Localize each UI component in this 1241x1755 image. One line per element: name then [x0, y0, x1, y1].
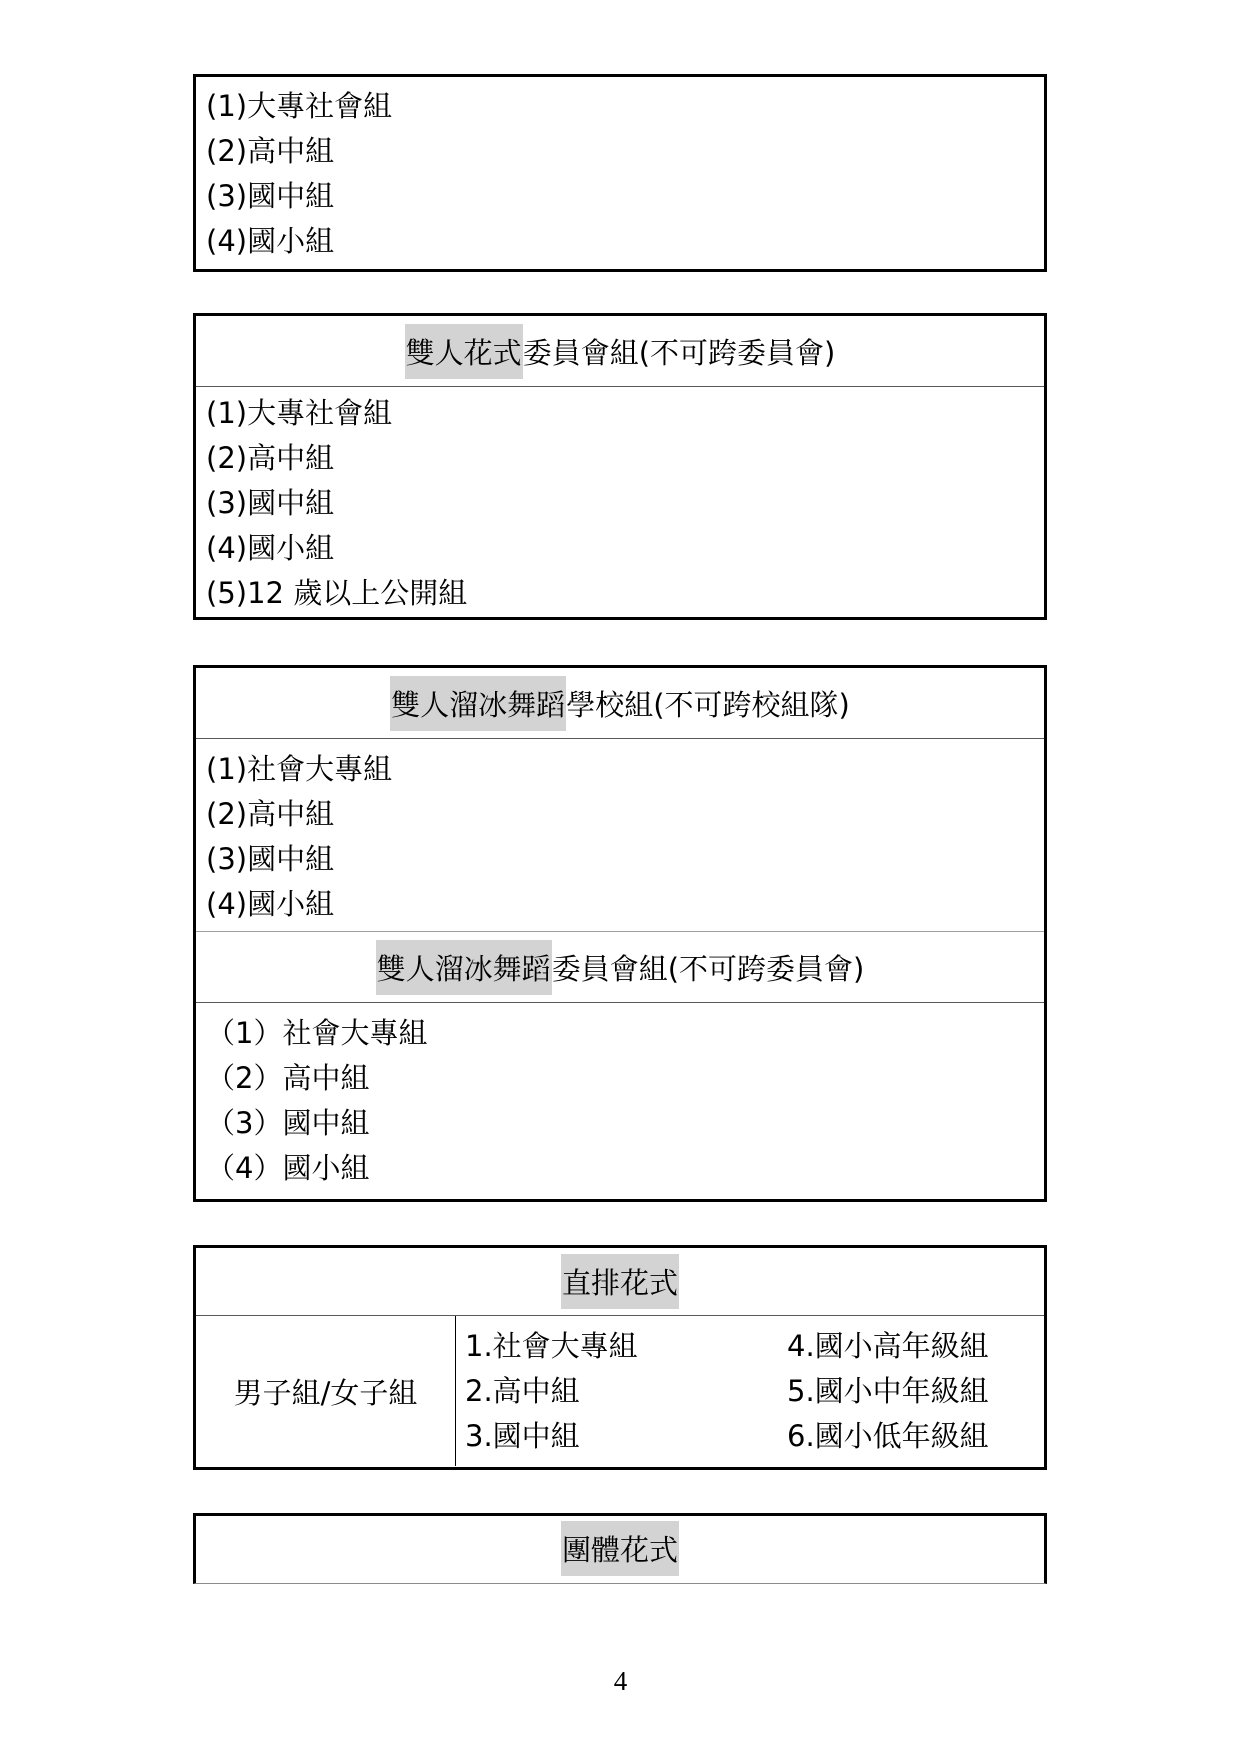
header-highlight: 雙人花式 — [405, 324, 523, 379]
header-text: 委員會組(不可跨委員會) — [522, 335, 836, 370]
header-highlight: 雙人溜冰舞蹈 — [376, 940, 552, 995]
section-header — [196, 1516, 1044, 1580]
category-table-pairs-dance — [193, 665, 1047, 1202]
category-item: 4.國小高年級組 — [787, 1329, 989, 1363]
category-item: （1）社會大專組 — [206, 1016, 428, 1050]
category-item: 5.國小中年級組 — [787, 1374, 989, 1408]
header-highlight: 團體花式 — [561, 1521, 679, 1576]
category-list — [196, 387, 1044, 616]
category-item: 2.高中組 — [465, 1374, 580, 1408]
category-item: 1.社會大專組 — [465, 1329, 638, 1363]
page-number: 4 — [613, 1666, 628, 1696]
category-item: (3)國中組 — [206, 486, 335, 520]
header-highlight: 直排花式 — [561, 1254, 679, 1309]
header-highlight: 雙人溜冰舞蹈 — [390, 676, 566, 731]
category-item: (2)高中組 — [206, 134, 335, 168]
section-header — [196, 932, 1044, 1003]
category-table-inline-figure — [193, 1245, 1047, 1470]
category-item: （3）國中組 — [206, 1106, 370, 1140]
category-item: （2）高中組 — [206, 1061, 370, 1095]
category-item: (5)12 歲以上公開組 — [206, 576, 468, 610]
category-column — [781, 1316, 1044, 1466]
row-label: 男子組/女子組 — [196, 1316, 456, 1466]
category-table-pairs-figure-committee — [193, 313, 1047, 620]
category-list — [196, 739, 1044, 932]
category-item: (2)高中組 — [206, 441, 335, 475]
section-header — [196, 1248, 1044, 1316]
category-item: (1)大專社會組 — [206, 396, 393, 430]
section-header — [196, 316, 1044, 387]
category-item: (3)國中組 — [206, 842, 335, 876]
category-item: (4)國小組 — [206, 224, 335, 258]
category-table-pairs-figure-school — [193, 74, 1047, 272]
category-item: 6.國小低年級組 — [787, 1419, 989, 1453]
category-table-group-figure — [193, 1513, 1047, 1584]
header-text: 學校組(不可跨校組隊) — [566, 687, 850, 722]
category-item: (4)國小組 — [206, 531, 335, 565]
category-item: 3.國中組 — [465, 1419, 580, 1453]
category-item: (1)社會大專組 — [206, 752, 393, 786]
category-column — [456, 1316, 781, 1466]
section-header — [196, 668, 1044, 739]
category-item: (1)大專社會組 — [206, 89, 393, 123]
category-list — [196, 1003, 1044, 1191]
category-grid — [196, 1316, 1044, 1466]
category-item: （4）國小組 — [206, 1151, 370, 1185]
category-item: (3)國中組 — [206, 179, 335, 213]
category-item: (2)高中組 — [206, 797, 335, 831]
header-text: 委員會組(不可跨委員會) — [551, 951, 865, 986]
category-item: (4)國小組 — [206, 887, 335, 921]
